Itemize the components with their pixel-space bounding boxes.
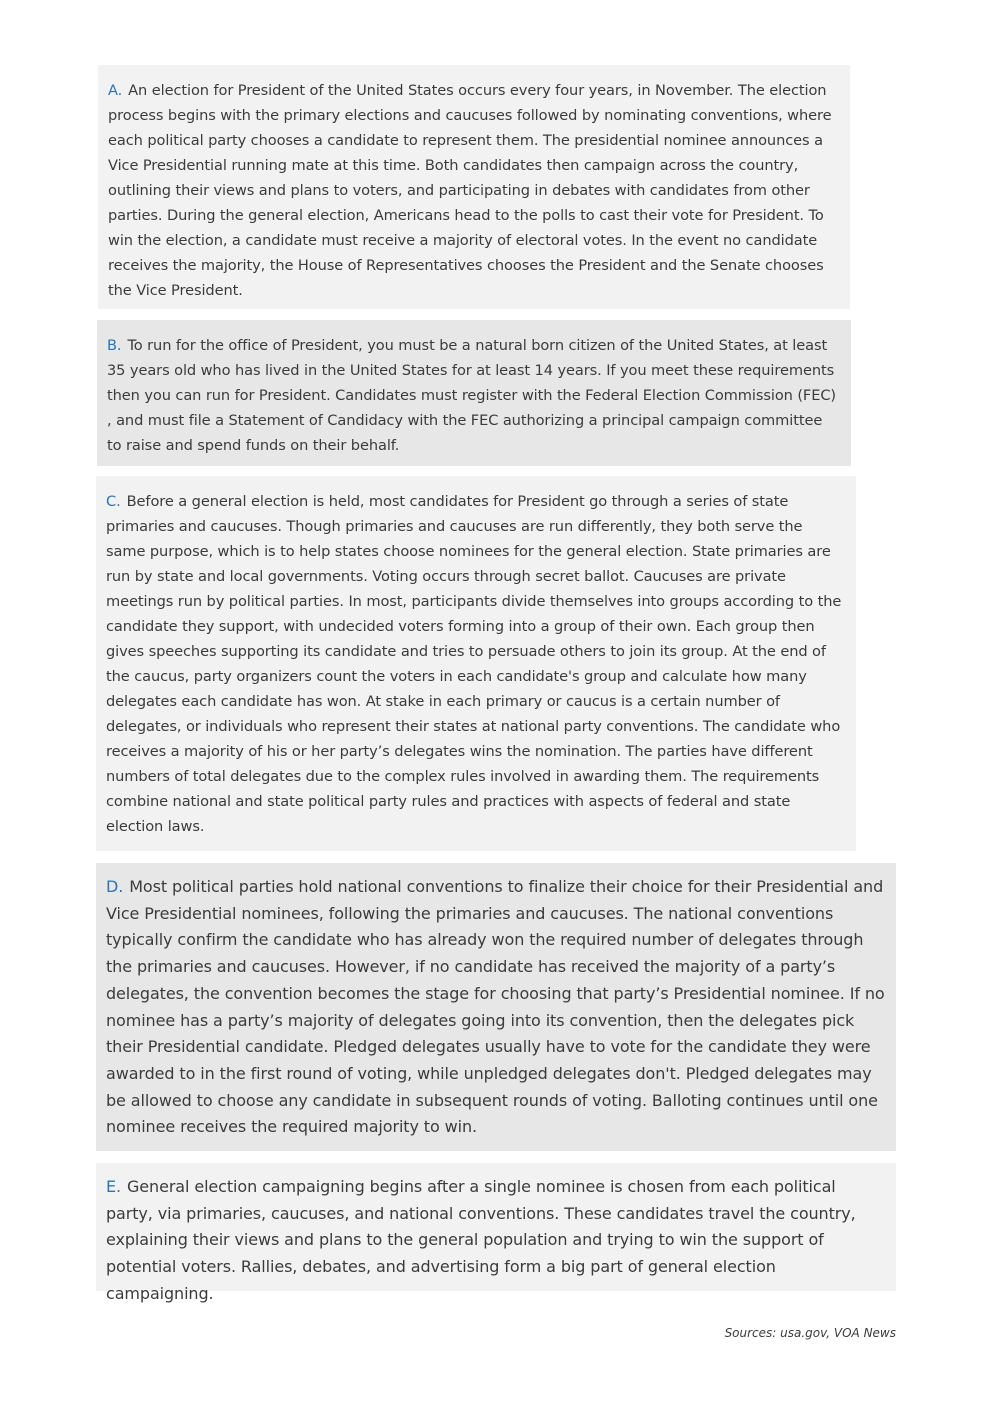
section-letter: C. [106, 493, 121, 510]
section-paragraph [106, 1174, 886, 1308]
section-text: General election campaigning begins after a single nominee is chosen from each political party, via primaries, caucuses, and national conventions. These candidates travel the country, explaining their views and plans to the general population and trying to win the support of potential voters. Rallies, debates, and advertising form a big part of general election campaigning. [106, 1177, 856, 1303]
section-d [96, 863, 896, 1151]
section-text: Most political parties hold national conventions to finalize their choice for their Presidential and Vice Presidential nominees, following the primaries and caucuses. The national conventions typically confirm the candidate who has already won the required number of delegates through the primaries and caucuses. However, if no candidate has received the majority of a party’s delegates, the convention becomes the stage for choosing that party’s Presidential nominee. If no nominee has a party’s majority of delegates going into its convention, then the delegates pick their Presidential candidate. Pledged delegates usually have to vote for the candidate they were awarded to in the first round of voting, while unpledged delegates don't. Pledged delegates may be allowed to choose any candidate in subsequent rounds of voting. Balloting continues until one nominee receives the required majority to win. [106, 877, 885, 1137]
sources-credit: Sources: usa.gov, VOA News [724, 1326, 896, 1340]
section-c [96, 476, 856, 851]
section-letter: D. [106, 877, 124, 896]
section-letter: A. [108, 82, 123, 99]
section-letter: B. [107, 337, 122, 354]
section-paragraph [106, 489, 846, 839]
section-text: Before a general election is held, most candidates for President go through a series of state primaries and caucuses. Though primaries and caucuses are run differently, they both serve the same purpose, which is to help states choose nominees for the general election. State primaries are run by state and local governments. Voting occurs through secret ballot. Caucuses are private meetings run by political parties. In most, participants divide themselves into groups according to the candidate they support, with undecided voters forming into a group of their own. Each group then gives speeches supporting its candidate and tries to persuade others to join its group. At the end of the caucus, party organizers count the voters in each candidate's group and calculate how many delegates each candidate has won. At stake in each primary or caucus is a certain number of delegates, or individuals who represent their states at national party conventions. The candidate who receives a majority of his or her party’s delegates wins the nomination. The parties have different numbers of total delegates due to the complex rules involved in awarding them. The requirements combine national and state political party rules and practices with aspects of federal and state election laws. [106, 493, 842, 835]
section-a [98, 65, 850, 309]
section-paragraph [106, 874, 886, 1141]
section-text: To run for the office of President, you must be a natural born citizen of the United States, at least 35 years old who has lived in the United States for at least 14 years. If you meet these requirements then you can run for President. Candidates must register with the Federal Election Commission (FEC) , and must file a Statement of Candidacy with the FEC authorizing a principal campaign committee to raise and spend funds on their behalf. [107, 337, 837, 454]
section-paragraph [108, 78, 840, 303]
section-paragraph [107, 333, 841, 458]
section-letter: E. [106, 1177, 121, 1196]
section-b [97, 320, 851, 466]
section-e [96, 1163, 896, 1303]
section-text: An election for President of the United States occurs every four years, in November. The election process begins with the primary elections and caucuses followed by nominating conventions, where each political party chooses a candidate to represent them. The presidential nominee announces a Vice Presidential running mate at this time. Both candidates then campaign across the country, outlining their views and plans to voters, and participating in debates with candidates from other parties. During the general election, Americans head to the polls to cast their vote for President. To win the election, a candidate must receive a majority of electoral votes. In the event no candidate receives the majority, the House of Representatives chooses the President and the Senate chooses the Vice President. [108, 82, 832, 299]
